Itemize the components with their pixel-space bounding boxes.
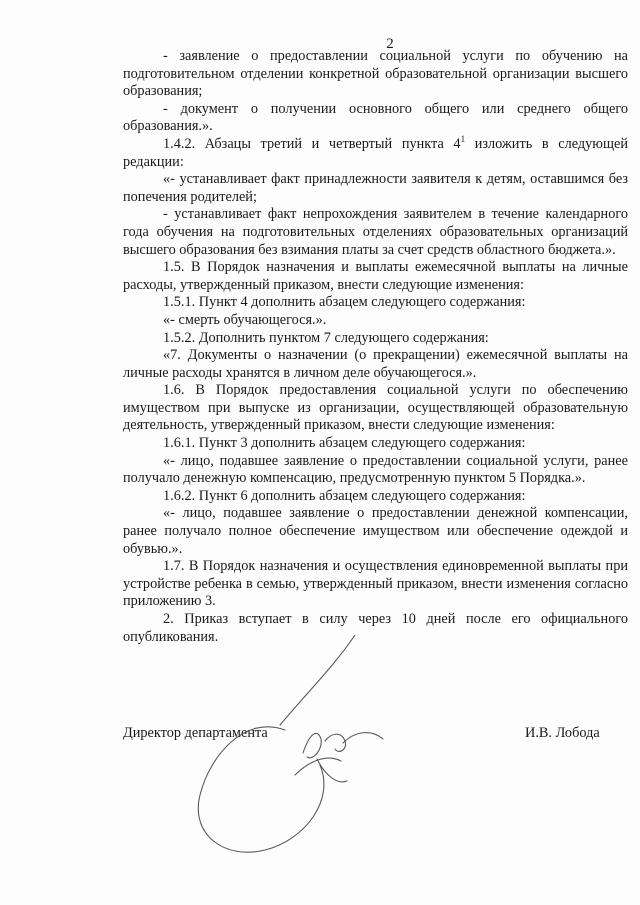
paragraph-1-5-1: 1.5.1. Пункт 4 дополнить абзацем следующего содержания: <box>163 294 526 311</box>
paragraph-1-6-1: 1.6.1. Пункт 3 дополнить абзацем следующего содержания: <box>163 435 526 452</box>
paragraph-1-5-2: 1.5.2. Дополнить пунктом 7 следующего содержания: <box>163 329 489 346</box>
signatory-position: Директор департамента <box>123 725 268 741</box>
handwritten-signature <box>185 635 425 865</box>
paragraph-1-5: 1.5. В Порядок назначения и выплаты ежемесячной выплаты на личные расходы, утвержденный приказом, внести следующие изменения: <box>123 259 628 293</box>
paragraph-2-effective-date: 2. Приказ вступает в силу через 10 дней после его официального опубликования. <box>123 611 628 645</box>
paragraph-1-4-2 <box>123 133 628 171</box>
paragraph-point-7: «7. Документы о назначении (о прекращении) ежемесячной выплаты на личные расходы хранятся в личном деле обучающегося.». <box>123 347 628 381</box>
paragraph-orphan-status-item: «- устанавливает факт принадлежности заявителя к детям, оставшимся без попечения родителей; <box>123 171 628 205</box>
paragraph-compensation-item: «- лицо, подавшее заявление о предоставлении социальной услуги, ранее получало денежную компенсацию, предусмотренную пунктом 5 Порядка.». <box>123 452 628 487</box>
paragraph-1-4-2-start: 1.4.2. Абзацы третий и четвертый пункта 4 <box>163 135 461 152</box>
superscript-footnote: 1 <box>460 133 466 144</box>
paragraph-death-item: «- смерть обучающегося.». <box>163 311 327 328</box>
paragraph-1-6: 1.6. В Порядок предоставления социальной услуги по обеспечению имуществом при выпуске из организации, осуществляющей образовательную деятельность, утвержденный приказом, внести следующие изменения: <box>123 382 628 434</box>
paragraph-1-6-2: 1.6.2. Пункт 6 дополнить абзацем следующего содержания: <box>163 487 526 504</box>
paragraph-no-prior-training-item: - устанавливает факт непрохождения заявителем в течение календарного года обучения на подготовительных отделениях образовательных организаций высшего образования без взимания платы за счет средств областного бюджета.». <box>123 206 628 258</box>
signatory-name: И.В. Лобода <box>525 725 600 741</box>
paragraph-application-item: - заявление о предоставлении социальной услуги по обучению на подготовительном отделении конкретной образовательной организации высшего образования; <box>123 48 628 100</box>
paragraph-1-4-2-end: изложить в следующей редакции: <box>123 135 628 170</box>
document-body <box>123 48 628 646</box>
page-number: 2 <box>386 36 394 52</box>
paragraph-1-7: 1.7. В Порядок назначения и осуществления единовременной выплаты при устройстве ребенка в семью, утвержденный приказом, внести изменения согласно приложению 3. <box>123 558 628 610</box>
paragraph-full-provision-item: «- лицо, подавшее заявление о предоставлении денежной компенсации, ранее получало полное обеспечение имуществом или обеспечение одеждой и обувью.». <box>123 505 628 557</box>
paragraph-education-document-item: - документ о получении основного общего или среднего общего образования.». <box>123 100 628 135</box>
